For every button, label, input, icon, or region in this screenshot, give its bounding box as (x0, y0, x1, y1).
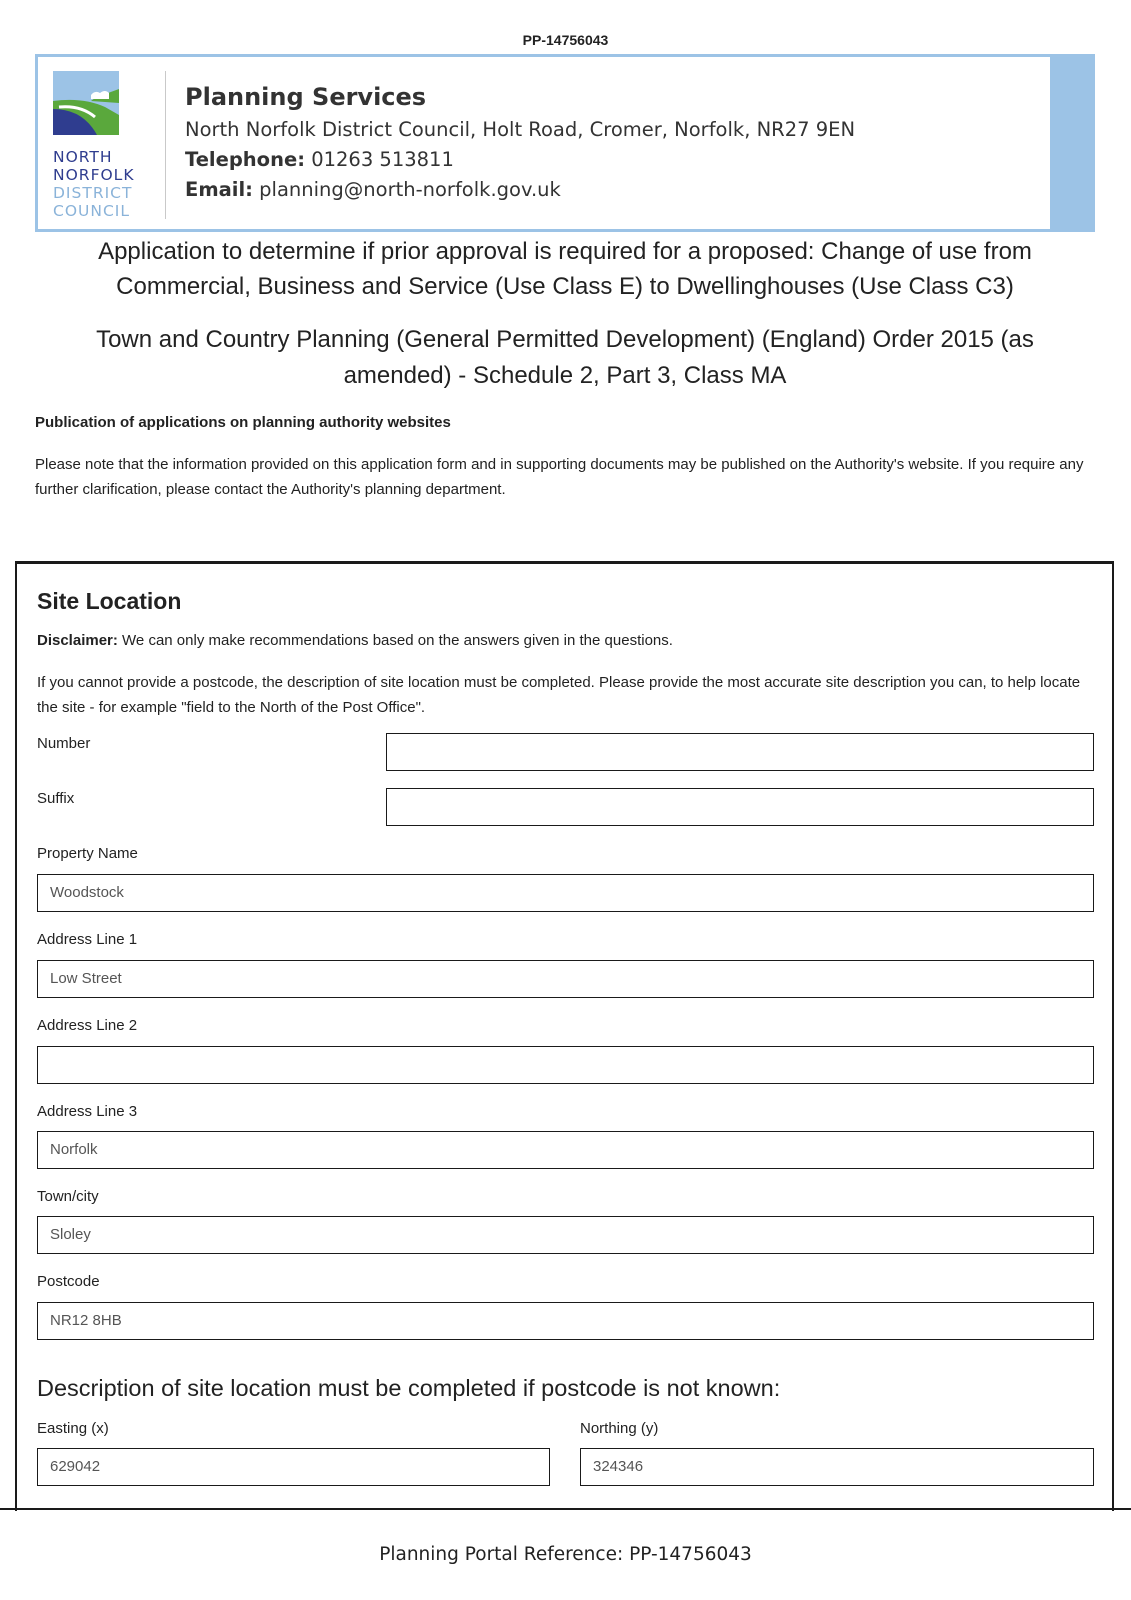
disclaimer-text: We can only make recommendations based on the answers given in the questions. (122, 632, 673, 649)
suffix-label: Suffix (37, 790, 75, 807)
logo-line: NORTH (53, 148, 113, 166)
northing-field[interactable]: 324346 (580, 1448, 1094, 1486)
postcode-field[interactable]: NR12 8HB (37, 1302, 1094, 1340)
header-banner (35, 54, 1095, 232)
town-city-label: Town/city (37, 1188, 99, 1205)
publication-heading: Publication of applications on planning authority websites (35, 414, 451, 431)
logo-line: NORFOLK (53, 166, 135, 184)
email-line (185, 175, 855, 205)
application-title: Application to determine if prior approval is required for a proposed: Change of use from Commercial, Business and Service (Use Class E) to Dwellinghouses (Use Class C3) (98, 238, 1032, 300)
logo-line: COUNCIL (53, 202, 130, 220)
email-value: planning@north-norfolk.gov.uk (259, 178, 561, 201)
town-city-field[interactable]: Sloley (37, 1216, 1094, 1254)
banner-stripe (1050, 57, 1092, 229)
address-line-3-label: Address Line 3 (37, 1103, 138, 1120)
email-label: Email: (185, 178, 253, 201)
page-bottom-rule (0, 1508, 1131, 1510)
address-line-1-label: Address Line 1 (37, 931, 138, 948)
page-reference: PP-14756043 (522, 32, 609, 48)
order-title: Town and Country Planning (General Permitted Development) (England) Order 2015 (as amended) - Schedule 2, Part 3, Class MA (96, 326, 1034, 389)
northing-label: Northing (y) (580, 1420, 659, 1437)
address-line-3-field[interactable]: Norfolk (37, 1131, 1094, 1169)
easting-field[interactable]: 629042 (37, 1448, 550, 1486)
number-label: Number (37, 735, 91, 752)
footer-reference: Planning Portal Reference: PP-14756043 (379, 1544, 752, 1565)
council-address: North Norfolk District Council, Holt Road, Cromer, Norfolk, NR27 9EN (185, 118, 856, 141)
council-logo (53, 71, 153, 221)
disclaimer-label: Disclaimer: (37, 632, 118, 649)
logo-landscape-icon (53, 71, 121, 137)
telephone-value: 01263 513811 (311, 148, 454, 171)
easting-label: Easting (x) (37, 1420, 109, 1437)
logo-text (53, 148, 153, 220)
contact-info (185, 83, 855, 205)
site-info-text: If you cannot provide a postcode, the description of site location must be completed. Please provide the most accurate site description you can, to help locate the site - for example "field to the North of the Post Office". (37, 674, 1081, 716)
disclaimer (37, 632, 673, 649)
address-line-2-field[interactable] (37, 1046, 1094, 1084)
telephone-line (185, 145, 855, 175)
banner-divider (165, 71, 166, 219)
property-name-label: Property Name (37, 845, 138, 862)
property-name-field[interactable]: Woodstock (37, 874, 1094, 912)
address-line-1-field[interactable]: Low Street (37, 960, 1094, 998)
address-line-2-label: Address Line 2 (37, 1017, 138, 1034)
description-heading: Description of site location must be completed if postcode is not known: (37, 1375, 781, 1401)
telephone-label: Telephone: (185, 148, 305, 171)
number-field[interactable] (386, 733, 1094, 771)
logo-line: DISTRICT (53, 184, 133, 202)
postcode-label: Postcode (37, 1273, 100, 1290)
suffix-field[interactable] (386, 788, 1094, 826)
service-title: Planning Services (185, 83, 427, 111)
section-title: Site Location (37, 588, 182, 614)
publication-text: Please note that the information provided on this application form and in supporting documents may be published on the Authority's website. If you require any further clarification, please contact the Authority's planning department. (35, 456, 1084, 498)
